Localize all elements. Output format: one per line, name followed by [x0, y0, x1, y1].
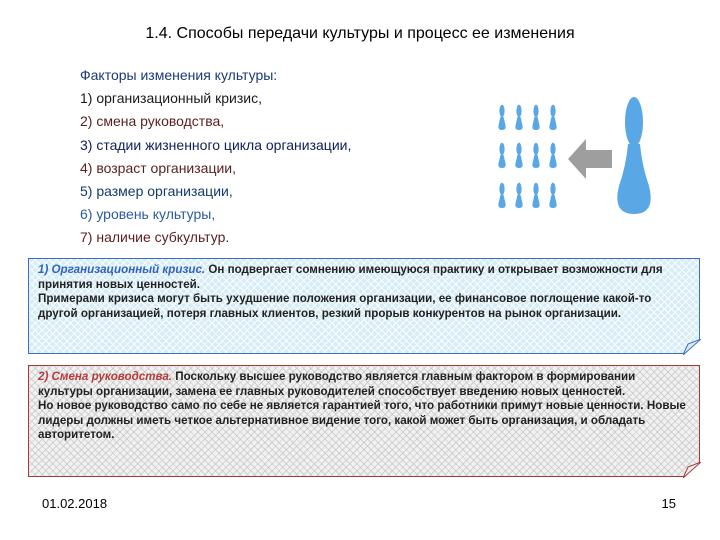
page-number: 15: [661, 496, 676, 511]
factor-item: 4) возраст организации,: [80, 159, 237, 176]
small-figure-icon: [532, 143, 539, 168]
small-figure-icon: [532, 183, 539, 208]
leadership-details: Но новое руководство само по себе не является гарантией того, что работники примут новые ценности. Новые лидеры должны иметь четкое альтернативное видение того, какой может быть организация, и обладать авторитетом.: [38, 399, 686, 442]
page-curl-icon: [683, 339, 701, 355]
factor-item: 5) размер организации,: [80, 183, 233, 200]
small-figure-icon: [532, 105, 539, 130]
small-figure-icon: [498, 183, 505, 208]
slide-title: 1.4. Способы передачи культуры и процесс ее изменения: [145, 25, 575, 42]
small-figures-group: [498, 105, 556, 208]
small-figure-icon: [498, 105, 505, 130]
leadership-box: [28, 365, 700, 477]
factor-item: 7) наличие субкультур.: [80, 229, 230, 246]
arrow-left-icon: [568, 139, 612, 179]
factor-item: 6) уровень культуры,: [80, 206, 216, 223]
leadership-heading: 2) Смена руководства.: [38, 370, 173, 383]
small-figure-icon: [498, 143, 505, 168]
large-figure-icon: [617, 97, 650, 214]
leadership-intro: Поскольку высшее руководство является главным фактором в формировании культуры организации, замена ее главных руководителей способствует введению новых ценностей.: [38, 370, 636, 398]
small-figure-icon: [549, 105, 556, 130]
factor-item: 3) стадии жизненного цикла организации,: [80, 136, 352, 153]
small-figure-icon: [515, 143, 522, 168]
factors-heading: Факторы изменения культуры:: [80, 67, 278, 83]
small-figure-icon: [549, 183, 556, 208]
factors-list: [80, 64, 351, 250]
factor-item: 2) смена руководства,: [80, 113, 225, 130]
crisis-examples: Примерами кризиса могут быть ухудшение положения организации, ее финансовое поглощение какой-то другой организацией, потеря главных клиентов, резкий прорыв конкурентов на рынок организации.: [38, 292, 652, 320]
small-figure-icon: [515, 183, 522, 208]
page-curl-icon: [683, 462, 701, 478]
small-figure-icon: [549, 143, 556, 168]
crisis-box: [28, 258, 700, 354]
crisis-heading: 1) Организационный кризис.: [38, 263, 206, 276]
small-figure-icon: [515, 105, 522, 130]
factor-item: 1) организационный кризис,: [80, 90, 262, 107]
culture-change-figure: [490, 96, 680, 226]
slide-date: 01.02.2018: [42, 496, 108, 511]
crisis-intro: Он подвергает сомнению имеющуюся практику и открывает возможности для принятия новых ценностей.: [38, 263, 663, 291]
